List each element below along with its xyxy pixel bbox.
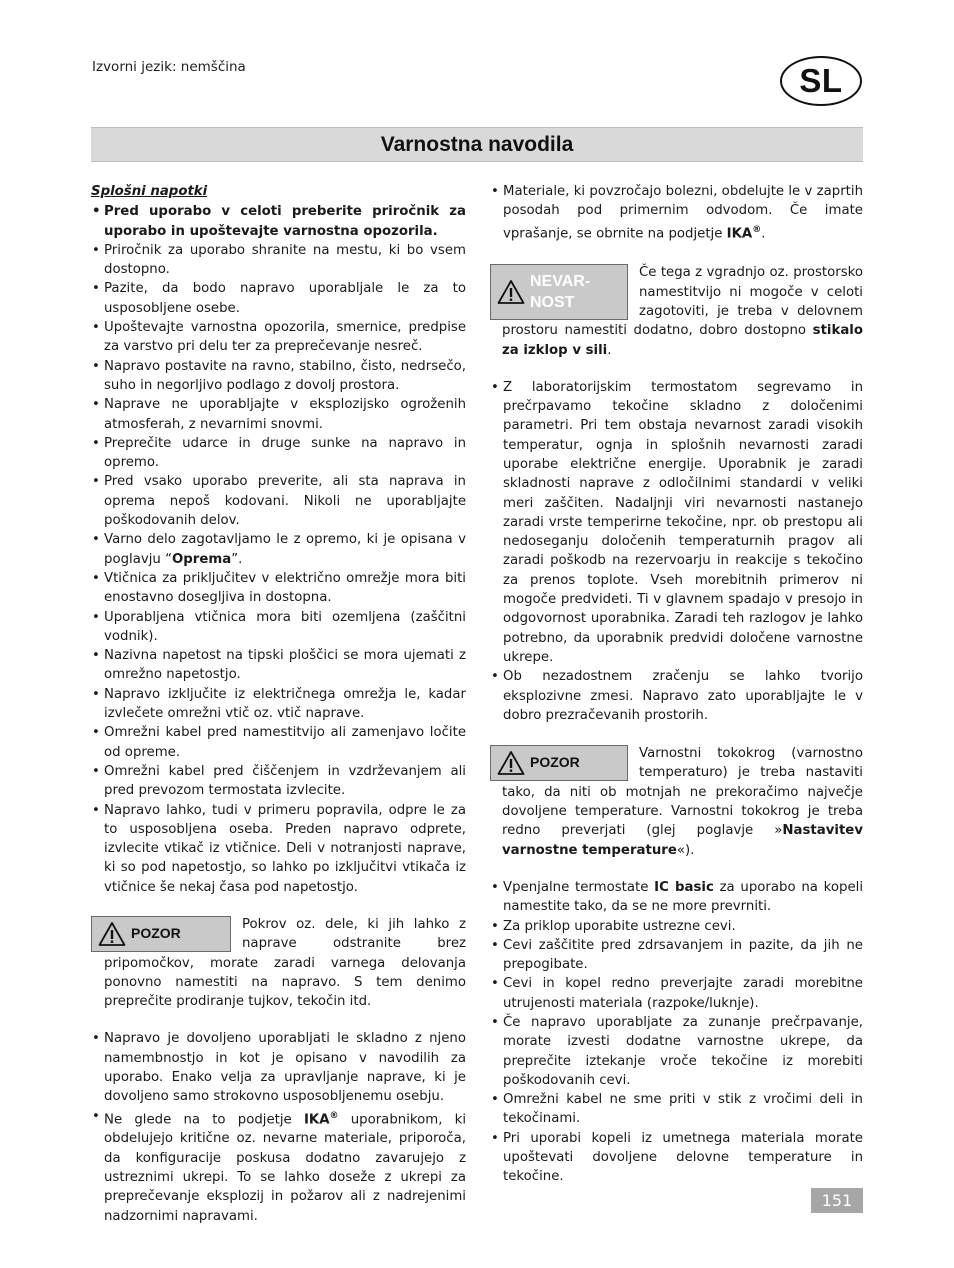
safety-temperature-reference: Nastavitev varnostne temperature — [502, 823, 863, 858]
list-item-text-end: . — [761, 226, 766, 242]
language-badge — [780, 56, 862, 106]
list-item-text: Materiale, ki povzročajo bolezni, obdelujte le v zaprtih posodah pod primernim odvodom. Če imate vprašanje, se obrnite na podjetje — [503, 184, 863, 242]
caution-notice — [490, 744, 863, 860]
page-number: 151 — [811, 1188, 863, 1213]
language-code: SL — [799, 62, 843, 99]
section-title-bar — [91, 127, 863, 162]
caution-notice — [91, 915, 466, 1011]
danger-label-box — [490, 264, 628, 320]
general-notes-list — [91, 202, 466, 897]
product-name: IC basic — [654, 879, 714, 895]
danger-text: Če tega z vgradnjo oz. prostorsko namestitvijo ni mogoče v celoti zagotoviti, je treba v delovnem prostoru namestiti dodatno, dobro dostopno stikalo za izklop v sili. — [502, 265, 863, 358]
list-item: • Pred vsako uporabo preverite, ali sta naprava in oprema nepoš kodovani. Nikoli ne uporabljajte poškodovanih delov. — [91, 472, 466, 530]
warning-triangle-icon — [497, 279, 525, 305]
list-item: • Ob nezadostnem zračenju se lahko tvorijo eksplozivne zmesi. Napravo zato uporabljajte le v dobro prezračevanih prostorih. — [490, 667, 863, 725]
section-title: Varnostna navodila — [380, 132, 574, 156]
list-item-text-end: ”. — [231, 551, 243, 567]
list-item-text: Ne glede na to podjetje — [104, 1112, 292, 1128]
list-item-text-end: za uporabo na kopeli namestite tako, da se ne more prevrniti. — [503, 879, 864, 915]
caution-label-box — [490, 745, 628, 781]
list-item: • Napravo lahko, tudi v primeru popravila, odpre le za to usposobljena oseba. Preden napravo odprete, izvlecite vtikač iz vtičnice. Deli v notranjosti naprave, ki so pod napetostjo, so lahko po izključitvi vtikača iz vtičnice še nekaj časa pod napetostjo. — [91, 801, 466, 897]
registered-mark: ® — [329, 1110, 339, 1121]
list-item: • Cevi in kopel redno preverjajte zaradi morebitne utrujenosti materiala (razpoke/luknje). — [490, 974, 863, 1013]
list-item: • Upoštevajte varnostna opozorila, smernice, predpise za varstvo pri delu ter za preprečevanje nesreč. — [91, 318, 466, 357]
list-item: • Vtičnica za priključitev v električno omrežje mora biti enostavno dosegljiva in dostopna. — [91, 569, 466, 608]
usage-notes-list — [91, 1029, 466, 1225]
caution-text: Pokrov oz. dele, ki jih lahko z naprave odstranite brez pripomočkov, morate zaradi varnega delovanja ponovno namestiti na napravo. S tem denimo preprečite prodiranje tujkov, tekočin itd. — [104, 916, 466, 1010]
list-item: • Omrežni kabel pred namestitvijo ali zamenjavo ločite od opreme. — [91, 723, 466, 762]
list-item — [91, 1107, 466, 1226]
brand-name: IKA — [726, 226, 753, 242]
caution-label: POZOR — [131, 925, 181, 942]
list-item: • Uporabljena vtičnica mora biti ozemljena (zaščitni vodnik). — [91, 608, 466, 647]
list-item: • Preprečite udarce in druge sunke na napravo in opremo. — [91, 434, 466, 473]
source-language-note: Izvorni jezik: nemščina — [92, 59, 246, 75]
warning-triangle-icon — [98, 921, 126, 947]
list-item: • Če napravo uporabljate za zunanje prečrpavanje, morate izvesti dodatne varnostne ukrepe, da preprečite iztekanje vroče tekočine iz morebiti poškodovanih cevi. — [490, 1013, 863, 1090]
hazards-list — [490, 378, 863, 725]
oprema-reference: Oprema — [171, 551, 232, 567]
list-item-text: Varno delo zagotavljamo le z opremo, ki je opisana v poglavju “ — [104, 532, 466, 567]
list-item — [91, 530, 466, 569]
caution-text: Varnostni tokokrog (varnostno temperaturo) je treba nastaviti tako, da niti ob motnjah ne prekoračimo največje dovoljene temperature. Varnostni tokokrog je treba redno preverjati (glej poglavje »Nastavitev varnostne temperature«). — [502, 746, 863, 858]
installation-list — [490, 878, 863, 1187]
danger-label: NEVAR- NOST — [530, 273, 591, 312]
list-item — [490, 878, 863, 917]
list-item: • Z laboratorijskim termostatom segrevamo in prečrpavamo tekočine skladno z določenimi parametri. Pri tem obstaja nevarnost zaradi visokih temperatur, ognja in splošnih nevarnosti zaradi uporabe električne energije. Uporabnik je zaradi skladnosti naprave z odločilnimi standardi v veliki meri zaščiten. Nadaljnji viri nevarnosti nastanejo zaradi vrste temperirne tekočine, npr. ob prestopu ali nedoseganju določenih temperaturnih pragov ali zaradi poškodb na rezervoarju in reakcije s tekočino za prenos toplote. Vseh morebitnih primerov ni mogoče predvideti. Ti v glavnem spadajo v presojo in odgovornost uporabnika. Zaradi teh razlogov je lahko potrebno, da uporabnik predvidi določene varnostne ukrepe. — [490, 378, 863, 667]
materials-list — [490, 182, 863, 243]
list-item-text-end: uporabnikom, ki obdelujejo kritične oz. nevarne materiale, priporoča, da konfiguracije poskusa dodatno zavarujejo z ustreznimi ukrepi. To se lahko doseže z ukrepi za preprečevanje eksplozij in požarov ali z nadrejenimi nadzornimi napravami. — [104, 1112, 467, 1224]
list-item: • Napravo postavite na ravno, stabilno, čisto, nedrsečo, suho in negorljivo podlago z dovolj prostora. — [91, 357, 466, 396]
subheading-general-notes: Splošni napotki — [91, 184, 208, 199]
emergency-stop-switch: stikalo za izklop v sili — [502, 323, 863, 358]
brand-name: IKA — [303, 1112, 330, 1128]
danger-notice — [490, 263, 863, 359]
list-item: • Pazite, da bodo napravo uporabljale le za to usposobljene osebe. — [91, 279, 466, 318]
list-item: • Pred uporabo v celoti preberite priročnik za uporabo in upoštevajte varnostna opozorila. — [91, 202, 466, 241]
list-item: • Nazivna napetost na tipski ploščici se mora ujemati z omrežno napetostjo. — [91, 646, 466, 685]
list-item: • Omrežni kabel ne sme priti v stik z vročimi deli in tekočinami. — [490, 1090, 863, 1129]
list-item: • Napravo izključite iz električnega omrežja le, kadar izvlečete omrežni vtič oz. vtič naprave. — [91, 685, 466, 724]
list-item: • Za priklop uporabite ustrezne cevi. — [490, 917, 863, 936]
registered-mark: ® — [752, 224, 762, 235]
warning-triangle-icon — [497, 750, 525, 776]
list-item: • Naprave ne uporabljajte v eksplozijsko ogroženih atmosferah, z nevarnimi snovmi. — [91, 395, 466, 434]
list-item-text: Vpenjalne termostate — [503, 879, 649, 895]
caution-label-box — [91, 916, 231, 952]
list-item: • Omrežni kabel pred čiščenjem in vzdrževanjem ali pred prevozom termostata izvlecite. — [91, 762, 466, 801]
right-column — [490, 182, 863, 1187]
list-item: • Priročnik za uporabo shranite na mestu, ki bo vsem dostopno. — [91, 241, 466, 280]
list-item: • Pri uporabi kopeli iz umetnega materiala morate upoštevati dovoljene delovne temperature in tekočine. — [490, 1129, 863, 1187]
list-item: • Napravo je dovoljeno uporabljati le skladno z njeno namembnostjo in kot je opisano v navodilih za uporabo. Enako velja za upravljanje naprave, ki je dovoljeno samo strokovno usposobljenemu osebju. — [91, 1029, 466, 1106]
caution-label: POZOR — [530, 754, 580, 771]
list-item: • Cevi zaščitite pred zdrsavanjem in pazite, da jih ne prepogibate. — [490, 936, 863, 975]
list-item — [490, 182, 863, 243]
left-column — [91, 182, 466, 1226]
